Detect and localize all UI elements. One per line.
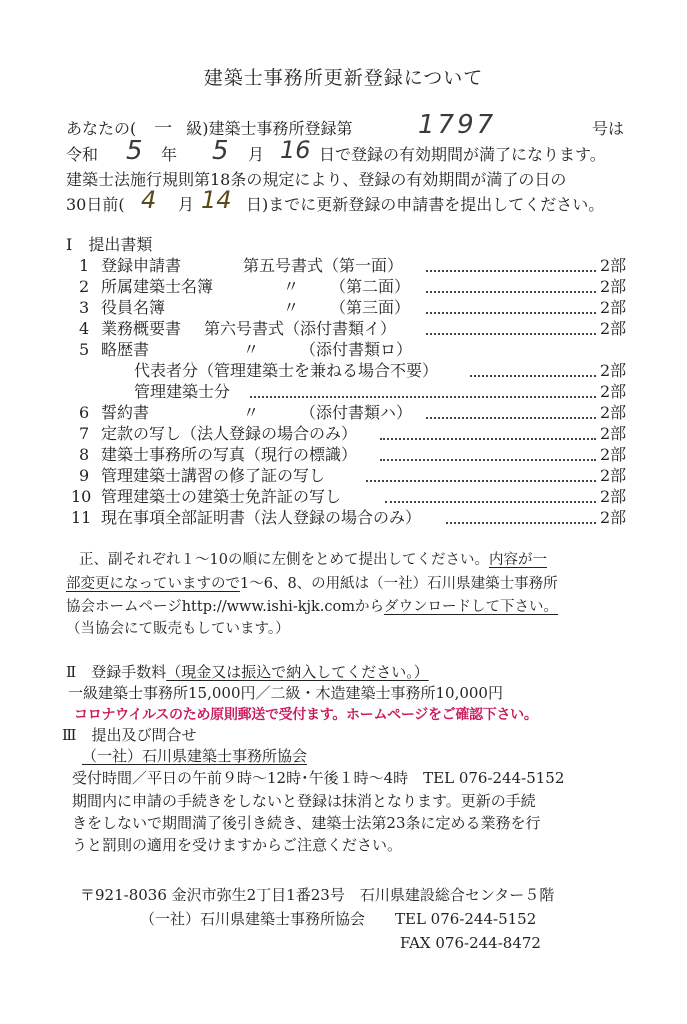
leader-dots	[470, 375, 596, 377]
item-name: 略歴書	[101, 340, 150, 359]
item-name: 管理建築士の建築士免許証の写し	[101, 487, 342, 506]
warning-line-3: うと罰則の適用を受けますからご注意ください。	[72, 836, 403, 854]
intro-text-2c: 月	[248, 145, 265, 164]
due-month-handwritten: 4	[141, 186, 157, 214]
intro-line-3: 建築士法施行規則第18条の規定により、登録の有効期間が満了の日の	[66, 170, 567, 189]
item-quantity: 2部	[600, 466, 627, 485]
warning-line-1: 期間内に申請の手続きをしないと登録は抹消となります。更新の手続	[72, 792, 536, 810]
item-number: 5	[79, 340, 90, 359]
item-form: （添付書類ロ）	[300, 340, 413, 359]
reception-hours: 受付時間／平日の午前９時～12時･午後１時～4時 TEL 076-244-5152	[72, 769, 565, 787]
intro-text-1b: 級)建築士事務所登録第	[186, 119, 353, 138]
item-name: 定款の写し（法人登録の場合のみ）	[101, 424, 358, 443]
item-name: 現在事項全部証明書（法人登録の場合のみ）	[101, 508, 422, 527]
item-number: 11	[71, 508, 92, 527]
submission-note-line-3	[66, 596, 558, 618]
item-form: （第二面）	[330, 277, 411, 296]
item-name: 管理建築士講習の修了証の写し	[101, 466, 326, 485]
note-underlined: 内容が一	[488, 552, 547, 568]
section-2-title: Ⅱ 登録手数料	[66, 663, 167, 681]
note-text: 正、副それぞれ１～10の順に左側をとめて提出してください。	[79, 552, 489, 568]
item-name: 建築士事務所の写真（現行の標識）	[101, 445, 358, 464]
item-quantity: 2部	[600, 298, 627, 317]
submission-note-line-1	[79, 549, 547, 571]
ditto-mark: 〃	[283, 298, 300, 317]
item-quantity: 2部	[600, 382, 627, 401]
note-underlined: 部変更になっていますので	[66, 576, 240, 592]
item-number: 10	[71, 487, 92, 506]
item-number: 1	[79, 256, 90, 275]
intro-text-4a: 30日前(	[66, 195, 125, 214]
note-text: 1～6、8、の用紙は（一社）石川県建築士事務所	[240, 576, 558, 592]
covid-notice: コロナウイルスのため原則郵送で受付ます。ホームページをご確認下さい。	[74, 707, 538, 723]
month-handwritten: 5	[212, 136, 229, 166]
item-quantity: 2部	[600, 277, 627, 296]
due-day-handwritten: 14	[201, 186, 232, 214]
section-3-heading: Ⅲ 提出及び問合せ	[62, 726, 197, 744]
registration-number-handwritten: 1797	[418, 110, 497, 140]
leader-dots	[446, 522, 596, 524]
leader-dots	[250, 396, 596, 398]
ditto-mark: 〃	[283, 277, 300, 296]
leader-dots	[366, 480, 596, 482]
association-name: （一社）石川県建築士事務所協会	[82, 747, 308, 765]
section-1-heading: Ⅰ 提出書類	[66, 235, 153, 254]
intro-text-1c: 号は	[592, 119, 625, 138]
item-number: 9	[79, 466, 90, 485]
submission-note-line-2	[66, 573, 558, 595]
item-form: 第六号書式（添付書類イ）	[204, 319, 397, 338]
item-form: （添付書類ハ）	[300, 403, 413, 422]
grade-handwritten: 一	[152, 118, 171, 139]
item-name: 所属建築士名簿	[101, 277, 214, 296]
leader-dots	[426, 270, 596, 272]
item-subname: 管理建築士分	[134, 382, 231, 401]
item-subname: 代表者分（管理建築士を兼ねる場合不要）	[134, 361, 439, 380]
item-name: 登録申請書	[101, 256, 182, 275]
item-quantity: 2部	[600, 319, 627, 338]
era-year-handwritten: 5	[126, 136, 143, 166]
warning-line-2: きをしないで期間満了後引き続き、建築士法第23条に定める業務を行	[72, 814, 541, 832]
intro-text-2b: 年	[161, 145, 178, 164]
leader-dots	[385, 501, 596, 503]
leader-dots	[426, 312, 596, 314]
item-number: 3	[79, 298, 90, 317]
note-text: 協会ホームページhttp://www.ishi-kjk.comから	[66, 599, 384, 615]
ditto-mark: 〃	[243, 340, 260, 359]
footer-org-tel: （一社）石川県建築士事務所協会 TEL 076-244-5152	[140, 910, 537, 928]
download-instruction: ダウンロードして下さい。	[384, 599, 558, 615]
document-title: 建築士事務所更新登録について	[203, 67, 484, 89]
item-quantity: 2部	[600, 508, 627, 527]
submission-note-line-4: （当協会にて販売もしています。）	[66, 621, 290, 637]
item-number: 4	[79, 319, 90, 338]
section-2-heading	[66, 661, 429, 683]
footer-address: 〒921-8036 金沢市弥生2丁目1番23号 石川県建設総合センター５階	[80, 886, 555, 904]
item-quantity: 2部	[600, 256, 627, 275]
intro-text-2d: 日で登録の有効期間が満了になります。	[319, 145, 606, 164]
intro-text-4c: 日)までに更新登録の申請書を提出してください。	[246, 195, 605, 214]
item-quantity: 2部	[600, 487, 627, 506]
item-form: （第三面）	[330, 298, 411, 317]
item-quantity: 2部	[600, 403, 627, 422]
item-quantity: 2部	[600, 361, 627, 380]
item-name: 業務概要書	[101, 319, 182, 338]
day-handwritten: 16	[280, 136, 311, 164]
leader-dots	[426, 333, 596, 335]
item-number: 6	[79, 403, 90, 422]
item-number: 2	[79, 277, 90, 296]
item-number: 8	[79, 445, 90, 464]
payment-method-note: （現金又は振込で納入してください。）	[166, 663, 429, 681]
leader-dots	[426, 291, 596, 293]
intro-text-4b: 月	[178, 195, 195, 214]
item-name: 誓約書	[101, 403, 150, 422]
leader-dots	[380, 438, 596, 440]
intro-text-1a: あなたの(	[66, 119, 137, 138]
ditto-mark: 〃	[243, 403, 260, 422]
fee-line: 一級建築士事務所15,000円／二級・木造建築士事務所10,000円	[68, 684, 503, 702]
item-quantity: 2部	[600, 424, 627, 443]
intro-text-2a: 令和	[66, 145, 99, 164]
item-quantity: 2部	[600, 445, 627, 464]
leader-dots	[380, 459, 596, 461]
item-name: 役員名簿	[101, 298, 166, 317]
leader-dots	[426, 417, 596, 419]
footer-fax: FAX 076-244-8472	[400, 934, 541, 952]
item-number: 7	[79, 424, 90, 443]
item-form: 第五号書式（第一面）	[243, 256, 404, 275]
